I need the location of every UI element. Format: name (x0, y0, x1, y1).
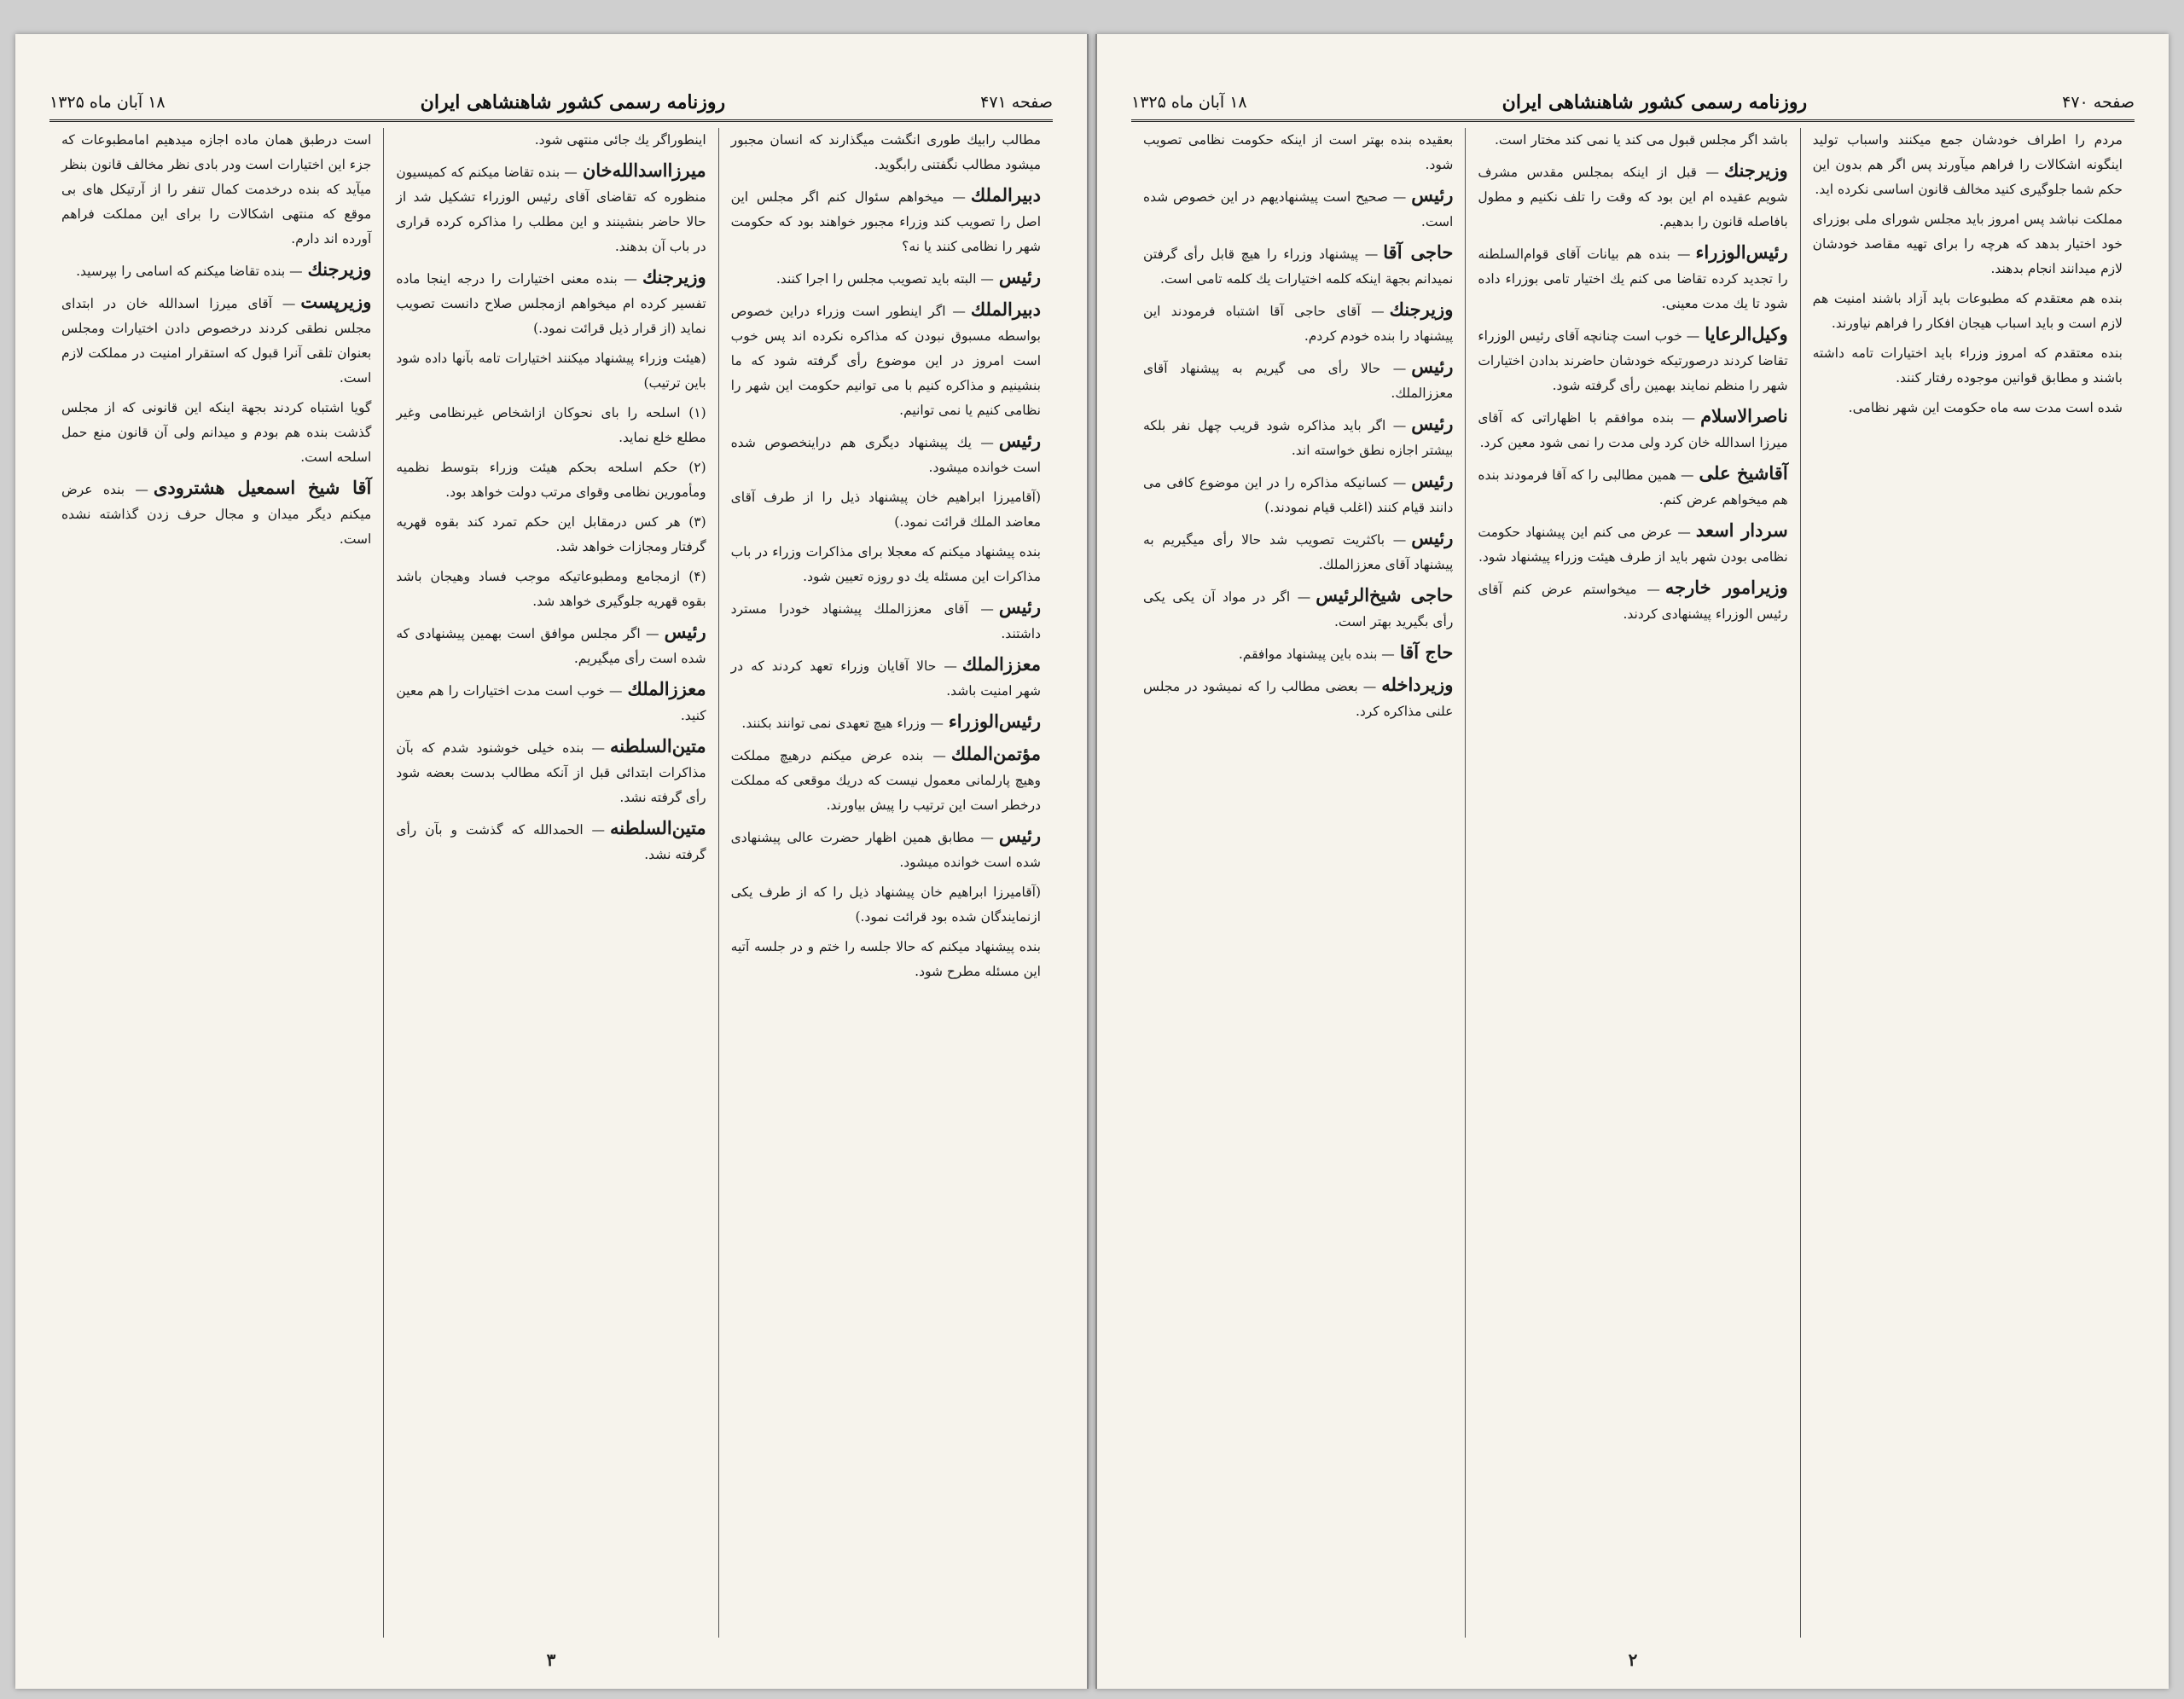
paragraph (1478, 518, 1787, 570)
paragraph (1813, 207, 2123, 281)
paragraph (1478, 575, 1787, 627)
paragraph (1478, 158, 1787, 235)
paragraph-text: — خوب است چنانچه آقای رئیس الوزراء تقاضا كردند درصورتیكه خودشان حاضرند بدادن اختیارات شهر را منظم نمایند بهمین رأی گرفته شود. (1478, 328, 1788, 393)
right-column-3 (1131, 128, 1465, 1638)
speaker-name: حاجی شیخ‌الرئیس (1316, 584, 1454, 606)
speaker-name: رئیس (1411, 184, 1454, 206)
paragraph-text: است درطبق همان ماده اجازه میدهیم امامطبوعات كه جزء این اختیارات است ودر بادی نظر مخالف قانون بنظر میآید كه بنده درخدمت كمال تنفر را از آرتیكل های بی موقع كه منتهی اشكالات را برای این مملكت فراهم آورده اند دارم. (61, 132, 372, 246)
paragraph (731, 594, 1041, 647)
paragraph (1813, 396, 2123, 420)
paragraph-text: (آقامیرزا ابراهیم خان پیشنهاد ذیل را كه از طرف یكی ازنمایندگان شده بود قرائت نمود.) (730, 884, 1041, 925)
speaker-name: رئیس (998, 430, 1041, 451)
paragraph-text: — اگر اینطور است وزراء دراین خصوص بواسطه مسبوق نبودن كه مذاكره نكرده اند پس خوب است امروز در این موضوع رأی گرفته شود كه ما بنشینیم و مذاكره كنیم با می توانیم حكومت این شهر را نظامی كنیم یا نمی توانیم. (730, 304, 1041, 418)
paragraph (731, 652, 1041, 704)
paragraph-text: — میخواهم سئوال كنم اگر مجلس این اصل را تصویب كند وزراء مجبور خواهند بود كه حكومت شهر را نظامی كنند یا نه؟ (730, 189, 1041, 254)
paragraph (396, 815, 706, 867)
speaker-name: رئیس (1411, 527, 1454, 548)
paragraph (731, 264, 1041, 292)
right-page-number: صفحه ۴۷۰ (2062, 93, 2135, 112)
paragraph (731, 485, 1041, 535)
paragraph-text: مملكت نباشد پس امروز باید مجلس شورای ملی بوزرای خود اختیار بدهد كه هرچه را برای تهیه مقاصد خودشان لازم میدانند انجام بدهند. (1812, 212, 2123, 276)
paragraph-text: — بنده هم بیانات آقای قوام‌السلطنه را تجدید كرده تقاضا می كنم یك اختیار تامی بوزراء داده شود تا یك مدت معینی. (1478, 246, 1788, 311)
paragraph (396, 510, 706, 560)
paragraph (731, 128, 1041, 177)
paragraph-text: — بعضی مطالب را كه نمیشود در مجلس علنی مذاكره كرد. (1143, 679, 1454, 719)
paragraph (61, 128, 371, 252)
paragraph-text: بنده پیشنهاد میكنم كه حالا جلسه را ختم و در جلسه آتیه این مسئله مطرح شود. (730, 939, 1041, 979)
speaker-name: متین‌السلطنه (610, 817, 706, 838)
paragraph-text: گویا اشتباه كردند بجهة اینكه این قانونی كه از مجلس گذشت بنده هم بودم و میدانم ولی آن قانون منع حمل اسلحه است. (61, 400, 372, 465)
paragraph-text: (هیئت وزراء پیشنهاد میكنند اختیارات تامه بآنها داده شود باین ترتیب) (396, 351, 706, 391)
paragraph-text: — بنده خیلی خوشنود شدم كه بآن مذاكرات ابتدائی قبل از آنكه مطالب بدست بعضه شود رأی گرفته نشد. (396, 740, 706, 805)
paragraph-text: — حالا رأی می گیریم به پیشنهاد آقای معززالملك. (1143, 361, 1454, 401)
paragraph-text: — صحیح است پیشنهادیهم در این خصوص شده است. (1143, 189, 1454, 229)
speaker-name: وزیرپست (300, 291, 372, 312)
paragraph-text: (آقامیرزا ابراهیم خان پیشنهاد ذیل را از طرف آقای معاضد الملك قرائت نمود.) (730, 490, 1041, 530)
paragraph (1143, 583, 1453, 635)
paragraph (396, 401, 706, 450)
paragraph-text: مردم را اطراف خودشان جمع میكنند واسباب تولید اینگونه اشكالات را فراهم میآورند پس اگر هم بدون این حكم شما جلوگیری كنید مخالف قانون اساسی نكرده اید. (1812, 132, 2123, 197)
left-column-2 (383, 128, 717, 1638)
paragraph (731, 709, 1041, 736)
speaker-name: حاجی آقا (1383, 241, 1454, 263)
paragraph (396, 565, 706, 614)
right-date: ۱۸ آبان ماه ۱۳۲۵ (1131, 93, 1247, 112)
paragraph (731, 540, 1041, 589)
left-date: ۱۸ آبان ماه ۱۳۲۵ (49, 93, 166, 112)
paragraph-text: — حالا آقایان وزراء تعهد كردند كه در شهر امنیت باشد. (730, 658, 1041, 699)
speaker-name: رئیس (1411, 470, 1454, 491)
paragraph-text: (۳) هر كس درمقابل این حكم تمرد كند بقوه قهریه گرفتار ومجازات خواهد شد. (396, 514, 706, 554)
right-page (1095, 34, 2169, 1689)
paragraph-text: — یك پیشنهاد دیگری هم دراینخصوص شده است خوانده میشود. (730, 435, 1041, 475)
left-folio: ۳ (546, 1650, 556, 1670)
left-column-1 (718, 128, 1053, 1638)
paragraph (1143, 128, 1453, 177)
paragraph-text: — بنده عرض میكنم درهیچ مملكت وهیچ پارلمانی معمول نیست كه دریك موقعی كه مملكت درخطر است این ترتیب را پیش بیاورند. (730, 748, 1041, 813)
speaker-name: معززالملك (627, 678, 706, 699)
paragraph-text: — باكثریت تصویب شد حالا رأی میگیریم به پیشنهاد آقای معززالملك. (1143, 532, 1454, 572)
speaker-name: رئیس (998, 596, 1041, 618)
paragraph (731, 297, 1041, 423)
paragraph (61, 475, 371, 552)
paragraph (396, 676, 706, 728)
paragraph (396, 128, 706, 153)
paragraph (1143, 525, 1453, 577)
speaker-name: رئیس (1411, 356, 1454, 377)
right-columns (1131, 128, 2135, 1638)
paragraph (61, 396, 371, 470)
paragraph-text: — البته باید تصویب مجلس را اجرا كنند. (775, 271, 994, 287)
right-folio: ۲ (1628, 1650, 1638, 1670)
speaker-name: حاج آقا (1399, 641, 1454, 663)
paragraph (1143, 240, 1453, 292)
paragraph-text: — بنده باین پیشنهاد موافقم. (1238, 647, 1395, 662)
right-column-1 (1800, 128, 2135, 1638)
paragraph (1143, 297, 1453, 349)
paragraph (1143, 468, 1453, 520)
left-page-number: صفحه ۴۷۱ (980, 93, 1053, 112)
speaker-name: آقا شیخ اسمعیل هشترودی (153, 477, 372, 498)
paragraph-text: — مطابق همین اظهار حضرت عالی پیشنهادی شده است خوانده میشود. (730, 830, 1041, 870)
speaker-name: وزیرجنك (307, 258, 372, 280)
paragraph (731, 823, 1041, 875)
speaker-name: دبیرالملك (970, 299, 1041, 320)
paragraph-text: — عرض می كنم این پیشنهاد حكومت نظامی بودن شهر باید از طرف هیئت وزراء پیشنهاد شود. (1478, 525, 1788, 565)
paragraph (1478, 322, 1787, 398)
speaker-name: سردار اسعد (1695, 519, 1788, 541)
paragraph-text: — قبل از اینكه بمجلس مقدس مشرف شویم عقیده ام این بود كه وقت را تلف نكنیم و مطول بافاصله قانون را بدهیم. (1478, 165, 1788, 229)
speaker-name: رئیس (1411, 413, 1454, 434)
speaker-name: وزیرجنك (1723, 159, 1788, 181)
paragraph-text: — آقای میرزا اسدالله خان در ابتدای مجلس نطقی كردند درخصوص دادن اختیارات ومجلس بعنوان تلقی آنرا قبول كه استقرار امنیت در مملكت لازم است. (61, 296, 372, 386)
right-page-header (1131, 85, 2135, 122)
paragraph (1813, 341, 2123, 391)
paragraph-text: — میخواستم عرض كنم آقای رئیس الوزراء پیشنهادی كردند. (1478, 582, 1788, 622)
paragraph-text: — خوب است مدت اختیارات را هم معین كنید. (396, 683, 706, 723)
paragraph-text: — بنده تقاضا میكنم كه اسامی را بپرسید. (76, 264, 303, 279)
paragraph-text: — بنده موافقم با اظهاراتی كه آقای میرزا اسدالله خان كرد ولی مدت را نمی شود معین كرد. (1478, 410, 1788, 450)
speaker-name: معززالملك (961, 653, 1041, 675)
paragraph (1813, 128, 2123, 202)
paragraph-text: بنده هم معتقدم كه مطبوعات باید آزاد باشند امنیت هم لازم است و باید اسباب هیجان افكار را فراهم نیاورند. (1812, 291, 2123, 331)
paragraph (1143, 411, 1453, 463)
speaker-name: وزیرجنك (1389, 299, 1454, 320)
speaker-name: آقاشیخ علی (1699, 462, 1788, 484)
paragraph (396, 455, 706, 505)
speaker-name: متین‌السلطنه (610, 735, 706, 757)
speaker-name: وزیرجنك (642, 266, 706, 287)
speaker-name: رئیس‌الوزراء (948, 710, 1041, 732)
speaker-name: وكیل‌الرعایا (1705, 323, 1788, 345)
right-masthead: روزنامه رسمی كشور شاهنشاهی ایران (1502, 91, 1808, 113)
paragraph-text: — آقای معززالملك پیشنهاد خودرا مسترد داشتند. (730, 601, 1041, 641)
speaker-name: دبیرالملك (970, 184, 1041, 206)
paragraph-text: — اگر در مواد آن یكی یكی رأی بگیرید بهتر است. (1143, 589, 1454, 629)
speaker-name: مؤتمن‌الملك (950, 743, 1041, 764)
paragraph-text: — همین مطالبی را كه آقا فرمودند بنده هم میخواهم عرض كنم. (1478, 467, 1788, 507)
paragraph-text: — اگر باید مذاكره شود قریب چهل نفر بلكه بیشتر اجازه نطق خواسته اند. (1143, 418, 1454, 458)
left-masthead: روزنامه رسمی کشور شاهنشاهی ایران (420, 91, 726, 113)
paragraph (1478, 461, 1787, 513)
paragraph-text: — بنده عرض میكنم دیگر میدان و مجال حرف زدن گذاشته نشده است. (61, 482, 372, 547)
right-column-2 (1465, 128, 1799, 1638)
speaker-name: رئیس (998, 266, 1041, 287)
paragraph (396, 619, 706, 671)
paragraph-text: (۲) حكم اسلحه بحكم هیئت وزراء بتوسط نظمیه ومأمورین نظامی وقوای مرتب دولت خواهد بود. (396, 460, 706, 500)
paragraph (396, 264, 706, 341)
paragraph-text: باشد اگر مجلس قبول می كند یا نمی كند مختار است. (1494, 132, 1788, 148)
paragraph (61, 289, 371, 391)
paragraph (1143, 672, 1453, 724)
paragraph-text: — بنده معنی اختیارات را درجه اینجا ماده تفسیر كرده ام میخواهم ازمجلس صلاح دانست تصویب نماید (از قرار ذیل قرائت نمود.) (396, 271, 706, 336)
speaker-name: ناصرالاسلام (1700, 405, 1788, 426)
paragraph (1478, 128, 1787, 153)
paragraph (1143, 183, 1453, 235)
paragraph (1143, 640, 1453, 667)
left-page (15, 34, 1089, 1689)
paragraph (396, 346, 706, 396)
paragraph (731, 935, 1041, 984)
left-column-3 (49, 128, 383, 1638)
newspaper-spread (15, 34, 2169, 1689)
paragraph-text: — كسانیكه مذاكره را در این موضوع كافی می دانند قیام كنند (اغلب قیام نمودند.) (1143, 475, 1454, 515)
paragraph-text: — وزراء هیچ تعهدی نمی توانند بكنند. (741, 716, 944, 731)
paragraph (1143, 354, 1453, 406)
paragraph (731, 741, 1041, 818)
speaker-name: وزیرامور خارجه (1664, 577, 1788, 598)
paragraph-text: بعقیده بنده بهتر است از اینكه حكومت نظامی تصویب شود. (1143, 132, 1454, 172)
left-page-header (49, 85, 1053, 122)
paragraph-text: — پیشنهاد وزراء را هیچ قابل رأی گرفتن نمیدانم بجهة اینكه كلمه اختیارات یك كلمه تامی است. (1143, 246, 1454, 287)
paragraph-text: (۱) اسلحه را بای نحوكان ازاشخاص غیرنظامی وغیر مطلع خلع نماید. (396, 405, 706, 445)
speaker-name: رئیس (664, 621, 706, 642)
speaker-name: میرزااسدالله‌خان (582, 159, 706, 181)
paragraph-text: (۴) ازمجامع ومطبوعاتیكه موجب فساد وهیجان باشد بقوه قهریه جلوگیری خواهد شد. (396, 569, 706, 609)
speaker-name: رئیس‌الوزراء (1695, 241, 1788, 263)
paragraph (1813, 287, 2123, 336)
paragraph (731, 428, 1041, 480)
paragraph (396, 158, 706, 259)
paragraph-text: شده است مدت سه ماه حكومت این شهر نظامی. (1848, 400, 2123, 415)
speaker-name: رئیس (998, 825, 1041, 846)
paragraph (731, 183, 1041, 259)
paragraph (61, 257, 371, 284)
paragraph (396, 734, 706, 810)
paragraph-text: — الحمدالله كه گذشت و بآن رأی گرفته نشد. (396, 822, 706, 862)
paragraph-text: — اگر مجلس موافق است بهمین پیشنهادی كه شده است رأی میگیریم. (396, 626, 706, 666)
paragraph (1478, 240, 1787, 316)
speaker-name: وزیرداخله (1381, 674, 1454, 695)
paragraph (731, 880, 1041, 930)
paragraph-text: مطالب رابیك طوری انگشت میگذارند كه انسان مجبور میشود مطالب نگفتنی رابگوید. (730, 132, 1041, 172)
paragraph-text: — بنده تقاضا میكنم كه كمیسیون منظوره كه تقاضای آقای رئیس الوزراء تشكیل شد از حالا حاضر بنشینند و این مطلب را مذاكره كرده قراری در باب آن بدهند. (396, 165, 706, 254)
paragraph-text: بنده معتقدم كه امروز وزراء باید اختیارات تامه داشته باشند و مطابق قوانین موجوده رفتار كنند. (1812, 345, 2123, 386)
paragraph-text: بنده پیشنهاد میكنم كه معجلا برای مذاكرات وزراء در باب مذاكرات این مسئله یك دو روزه تعیین شود. (730, 544, 1041, 584)
paragraph (1478, 403, 1787, 455)
left-columns (49, 128, 1053, 1638)
paragraph-text: اینطوراگر یك جائی منتهی شود. (534, 132, 706, 148)
paragraph-text: — آقای حاجی آقا اشتباه فرمودند این پیشنهاد را بنده خودم كردم. (1143, 304, 1454, 344)
